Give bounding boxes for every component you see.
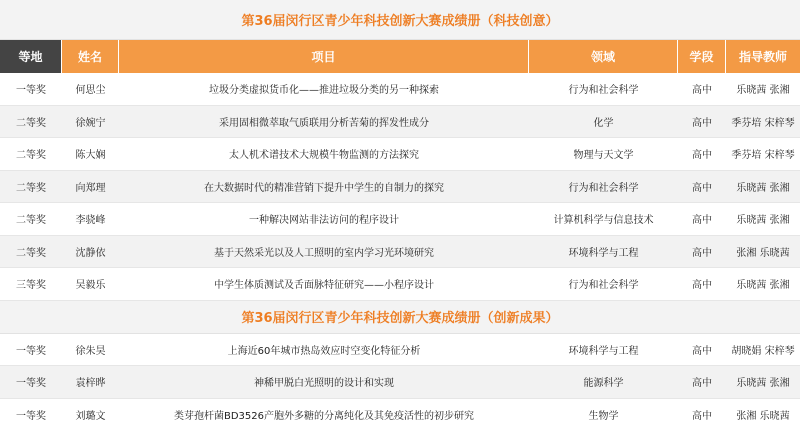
cell-stage: 高中 bbox=[692, 117, 712, 129]
cell-name: 陈大娴 bbox=[75, 150, 106, 162]
cell-teacher: 乐晓茜 张湘 bbox=[736, 378, 790, 390]
cell-stage: 高中 bbox=[692, 280, 712, 292]
table-row bbox=[0, 236, 800, 269]
cell-teacher: 张湘 乐晓茜 bbox=[736, 410, 790, 422]
section2-body bbox=[0, 334, 800, 424]
table-row bbox=[0, 73, 800, 106]
cell-name: 沈静依 bbox=[75, 247, 106, 259]
cell-project: 中学生体质测试及舌面脉特征研究——小程序设计 bbox=[214, 280, 434, 292]
cell-stage: 高中 bbox=[692, 85, 712, 97]
table-row bbox=[0, 138, 800, 171]
cell-rank: 一等奖 bbox=[16, 378, 46, 390]
cell-rank: 二等奖 bbox=[16, 182, 46, 194]
cell-stage: 高中 bbox=[692, 150, 712, 162]
cell-rank: 一等奖 bbox=[16, 85, 46, 97]
cell-name: 向郑理 bbox=[75, 182, 106, 194]
cell-rank: 二等奖 bbox=[16, 215, 46, 227]
cell-rank: 二等奖 bbox=[16, 150, 46, 162]
cell-stage: 高中 bbox=[692, 182, 712, 194]
cell-field: 行为和社会科学 bbox=[568, 280, 639, 292]
cell-project: 采用固相微萃取气质联用分析苦菊的挥发性成分 bbox=[219, 117, 429, 129]
cell-project: 神稀甲脱白光照明的设计和实现 bbox=[254, 378, 394, 390]
cell-rank: 一等奖 bbox=[16, 410, 46, 422]
table-row bbox=[0, 171, 800, 204]
section2-title: 第36届闵行区青少年科技创新大赛成绩册（创新成果） bbox=[0, 301, 800, 334]
header-field: 领域 bbox=[529, 40, 678, 73]
cell-field: 生物学 bbox=[588, 410, 619, 422]
cell-field: 环境科学与工程 bbox=[568, 247, 639, 259]
cell-name: 何思尘 bbox=[75, 85, 106, 97]
cell-project: 垃圾分类虚拟货币化——推进垃圾分类的另一种探索 bbox=[209, 85, 439, 97]
table-row bbox=[0, 268, 800, 301]
header-name: 姓名 bbox=[62, 40, 119, 73]
cell-name: 袁梓晔 bbox=[75, 378, 106, 390]
cell-teacher: 乐晓茜 张湘 bbox=[736, 215, 790, 227]
cell-rank: 三等奖 bbox=[16, 280, 46, 292]
cell-name: 李骁峰 bbox=[75, 215, 106, 227]
cell-teacher: 乐晓茜 张湘 bbox=[736, 85, 790, 97]
cell-field: 行为和社会科学 bbox=[568, 182, 639, 194]
cell-name: 刘璐文 bbox=[75, 410, 106, 422]
cell-rank: 一等奖 bbox=[16, 345, 46, 357]
cell-teacher: 季芬培 宋梓琴 bbox=[731, 117, 795, 129]
cell-teacher: 乐晓茜 张湘 bbox=[736, 182, 790, 194]
cell-name: 吴毅乐 bbox=[75, 280, 106, 292]
cell-field: 行为和社会科学 bbox=[568, 85, 639, 97]
cell-teacher: 胡晓娟 宋梓琴 bbox=[731, 345, 795, 357]
cell-name: 徐朱昊 bbox=[75, 345, 106, 357]
cell-stage: 高中 bbox=[692, 345, 712, 357]
cell-field: 物理与天文学 bbox=[573, 150, 634, 162]
cell-name: 徐婉宁 bbox=[75, 117, 106, 129]
cell-project: 一种解决网站非法访问的程序设计 bbox=[249, 215, 399, 227]
cell-rank: 二等奖 bbox=[16, 247, 46, 259]
cell-stage: 高中 bbox=[692, 410, 712, 422]
cell-project: 基于天然采光以及人工照明的室内学习光环境研究 bbox=[214, 247, 434, 259]
section1-title: 第36届闵行区青少年科技创新大赛成绩册（科技创意） bbox=[0, 0, 800, 40]
cell-teacher: 乐晓茜 张湘 bbox=[736, 280, 790, 292]
header-project: 项目 bbox=[119, 40, 529, 73]
cell-teacher: 季芬培 宋梓琴 bbox=[731, 150, 795, 162]
cell-project: 类芽孢杆菌BD3526产胞外多糖的分离纯化及其免疫活性的初步研究 bbox=[173, 410, 474, 422]
cell-field: 环境科学与工程 bbox=[568, 345, 639, 357]
cell-field: 化学 bbox=[593, 117, 614, 129]
cell-rank: 二等奖 bbox=[16, 117, 46, 129]
header-teacher: 指导教师 bbox=[738, 50, 787, 64]
header-stage: 学段 bbox=[678, 40, 726, 73]
cell-stage: 高中 bbox=[692, 378, 712, 390]
table-row bbox=[0, 334, 800, 367]
cell-field: 能源科学 bbox=[583, 378, 624, 390]
table-row bbox=[0, 366, 800, 399]
table-header bbox=[0, 40, 800, 73]
cell-teacher: 张湘 乐晓茜 bbox=[736, 247, 790, 259]
table-row bbox=[0, 106, 800, 139]
cell-project: 在大数据时代的精准营销下提升中学生的自制力的探究 bbox=[204, 182, 444, 194]
cell-project: 太人机术谱技术大规模牛物监测的方法探究 bbox=[229, 150, 419, 162]
cell-stage: 高中 bbox=[692, 215, 712, 227]
header-rank: 等地 bbox=[0, 40, 62, 73]
cell-project: 上海近60年城市热岛效应时空变化特征分析 bbox=[227, 345, 421, 357]
cell-stage: 高中 bbox=[692, 247, 712, 259]
section1-body bbox=[0, 73, 800, 301]
cell-field: 计算机科学与信息技术 bbox=[553, 215, 654, 227]
table-row bbox=[0, 399, 800, 424]
table-row bbox=[0, 203, 800, 236]
